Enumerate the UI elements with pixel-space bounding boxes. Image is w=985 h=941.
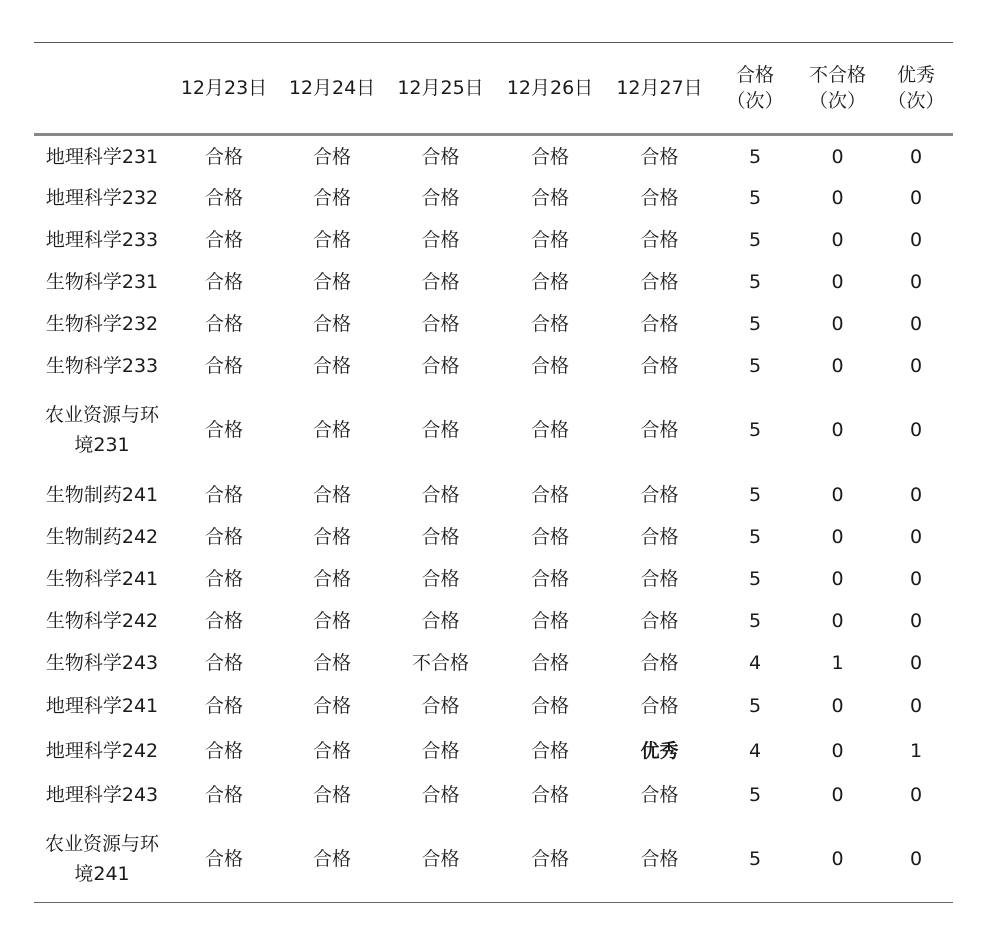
table-row bbox=[34, 729, 953, 774]
date-4-result-cell: 合格 bbox=[530, 847, 569, 870]
fail-count-cell: 0 bbox=[831, 847, 844, 870]
table-row bbox=[34, 558, 953, 600]
date-3-result-cell: 合格 bbox=[421, 609, 460, 632]
date-4-result-cell: 合格 bbox=[530, 483, 569, 506]
date-2-result-cell: 合格 bbox=[312, 270, 351, 293]
header-pass-count: 合格 （次） bbox=[726, 64, 784, 112]
excellent-count-cell: 0 bbox=[909, 483, 923, 506]
header-date-4: 12月26日 bbox=[506, 77, 594, 99]
fail-count-cell: 0 bbox=[831, 419, 844, 441]
pass-count-cell: 5 bbox=[748, 312, 762, 335]
class-name-cell: 农业资源与环境231 bbox=[44, 404, 159, 456]
pass-count-cell: 5 bbox=[748, 609, 762, 632]
fail-count-cell: 0 bbox=[831, 354, 844, 377]
header-date-1: 12月23日 bbox=[180, 77, 268, 99]
date-2-result-cell: 合格 bbox=[312, 228, 351, 251]
pass-count-cell: 5 bbox=[748, 186, 762, 209]
pass-count-cell: 5 bbox=[748, 354, 762, 377]
date-4-result-cell: 合格 bbox=[530, 525, 569, 548]
date-3-result-cell: 合格 bbox=[421, 567, 460, 590]
table-row bbox=[34, 516, 953, 558]
table-body bbox=[34, 135, 953, 903]
date-5-result-cell: 优秀 bbox=[640, 740, 679, 762]
fail-count-cell: 1 bbox=[831, 651, 844, 674]
header-row bbox=[34, 43, 953, 135]
date-5-result-cell: 合格 bbox=[640, 783, 679, 806]
date-2-result-cell: 合格 bbox=[312, 483, 351, 506]
date-4-result-cell: 合格 bbox=[530, 228, 569, 251]
date-3-result-cell: 不合格 bbox=[411, 651, 469, 674]
class-name-cell: 地理科学241 bbox=[45, 695, 159, 717]
table-row bbox=[34, 600, 953, 642]
date-1-result-cell: 合格 bbox=[204, 270, 243, 293]
date-2-result-cell: 合格 bbox=[312, 847, 351, 870]
date-4-result-cell: 合格 bbox=[530, 783, 569, 806]
fail-count-cell: 0 bbox=[831, 525, 844, 548]
table-row bbox=[34, 387, 953, 474]
excellent-count-cell: 0 bbox=[909, 186, 923, 209]
date-4-result-cell: 合格 bbox=[530, 312, 569, 335]
fail-count-cell: 0 bbox=[831, 228, 844, 251]
date-3-result-cell: 合格 bbox=[421, 783, 460, 806]
excellent-count-cell: 0 bbox=[909, 609, 923, 632]
date-1-result-cell: 合格 bbox=[204, 483, 243, 506]
date-2-result-cell: 合格 bbox=[312, 609, 351, 632]
fail-count-cell: 0 bbox=[831, 567, 844, 590]
fail-count-cell: 0 bbox=[831, 740, 844, 762]
date-4-result-cell: 合格 bbox=[530, 567, 569, 590]
table-row bbox=[34, 135, 953, 177]
class-name-cell: 生物科学232 bbox=[45, 312, 159, 335]
date-5-result-cell: 合格 bbox=[640, 146, 679, 169]
date-3-result-cell: 合格 bbox=[421, 525, 460, 548]
date-3-result-cell: 合格 bbox=[421, 354, 460, 377]
date-4-result-cell: 合格 bbox=[530, 695, 569, 717]
date-1-result-cell: 合格 bbox=[204, 609, 243, 632]
fail-count-cell: 0 bbox=[831, 695, 844, 717]
table-row bbox=[34, 345, 953, 387]
fail-count-cell: 0 bbox=[831, 483, 844, 506]
pass-count-cell: 5 bbox=[748, 847, 762, 870]
excellent-count-cell: 1 bbox=[909, 740, 923, 762]
date-4-result-cell: 合格 bbox=[530, 354, 569, 377]
excellent-count-cell: 0 bbox=[909, 847, 923, 870]
excellent-count-cell: 0 bbox=[909, 354, 923, 377]
table-row bbox=[34, 684, 953, 729]
date-1-result-cell: 合格 bbox=[204, 525, 243, 548]
date-5-result-cell: 合格 bbox=[640, 567, 679, 590]
excellent-count-cell: 0 bbox=[909, 567, 923, 590]
date-1-result-cell: 合格 bbox=[204, 312, 243, 335]
class-name-cell: 生物科学233 bbox=[45, 354, 159, 377]
pass-count-cell: 5 bbox=[748, 228, 762, 251]
date-2-result-cell: 合格 bbox=[312, 312, 351, 335]
date-4-result-cell: 合格 bbox=[530, 609, 569, 632]
class-name-cell: 农业资源与环境241 bbox=[44, 832, 159, 885]
class-name-cell: 地理科学242 bbox=[45, 740, 159, 762]
fail-count-cell: 0 bbox=[831, 146, 844, 169]
fail-count-cell: 0 bbox=[831, 186, 844, 209]
pass-count-cell: 5 bbox=[748, 525, 762, 548]
header-class bbox=[34, 43, 170, 135]
inspection-table-container bbox=[34, 42, 953, 903]
pass-count-cell: 4 bbox=[748, 651, 762, 674]
pass-count-cell: 5 bbox=[748, 419, 762, 441]
date-1-result-cell: 合格 bbox=[204, 146, 243, 169]
table-row bbox=[34, 261, 953, 303]
date-1-result-cell: 合格 bbox=[204, 354, 243, 377]
date-3-result-cell: 合格 bbox=[421, 270, 460, 293]
table-row bbox=[34, 642, 953, 684]
date-3-result-cell: 合格 bbox=[421, 740, 460, 762]
pass-count-cell: 5 bbox=[748, 270, 762, 293]
date-1-result-cell: 合格 bbox=[204, 228, 243, 251]
class-name-cell: 地理科学231 bbox=[45, 146, 159, 169]
header-date-3: 12月25日 bbox=[397, 77, 484, 99]
class-name-cell: 生物制药242 bbox=[45, 525, 159, 548]
pass-count-cell: 5 bbox=[748, 567, 762, 590]
date-5-result-cell: 合格 bbox=[640, 270, 679, 293]
excellent-count-cell: 0 bbox=[909, 651, 923, 674]
excellent-count-cell: 0 bbox=[909, 312, 923, 335]
pass-count-cell: 4 bbox=[748, 740, 762, 762]
date-5-result-cell: 合格 bbox=[640, 312, 679, 335]
date-3-result-cell: 合格 bbox=[421, 228, 460, 251]
date-2-result-cell: 合格 bbox=[312, 354, 351, 377]
header-excellent-count: 优秀 （次） bbox=[887, 64, 945, 112]
fail-count-cell: 0 bbox=[831, 609, 844, 632]
table-row bbox=[34, 303, 953, 345]
class-name-cell: 生物制药241 bbox=[45, 483, 159, 506]
pass-count-cell: 5 bbox=[748, 695, 762, 717]
excellent-count-cell: 0 bbox=[909, 695, 923, 717]
class-name-cell: 生物科学242 bbox=[45, 609, 159, 632]
date-5-result-cell: 合格 bbox=[640, 419, 679, 441]
date-2-result-cell: 合格 bbox=[312, 146, 351, 169]
date-5-result-cell: 合格 bbox=[640, 609, 679, 632]
table-row bbox=[34, 816, 953, 903]
pass-count-cell: 5 bbox=[748, 483, 762, 506]
table-row bbox=[34, 774, 953, 816]
excellent-count-cell: 0 bbox=[909, 146, 923, 169]
date-2-result-cell: 合格 bbox=[312, 695, 351, 717]
date-4-result-cell: 合格 bbox=[530, 186, 569, 209]
date-2-result-cell: 合格 bbox=[312, 740, 351, 762]
date-3-result-cell: 合格 bbox=[421, 186, 460, 209]
date-2-result-cell: 合格 bbox=[312, 419, 351, 441]
class-name-cell: 生物科学243 bbox=[45, 651, 159, 674]
excellent-count-cell: 0 bbox=[909, 270, 923, 293]
date-1-result-cell: 合格 bbox=[204, 695, 243, 717]
date-5-result-cell: 合格 bbox=[640, 695, 679, 717]
excellent-count-cell: 0 bbox=[909, 419, 923, 441]
date-4-result-cell: 合格 bbox=[530, 270, 569, 293]
date-1-result-cell: 合格 bbox=[204, 567, 243, 590]
date-5-result-cell: 合格 bbox=[640, 525, 679, 548]
pass-count-cell: 5 bbox=[748, 146, 762, 169]
date-4-result-cell: 合格 bbox=[530, 740, 569, 762]
date-3-result-cell: 合格 bbox=[421, 312, 460, 335]
date-1-result-cell: 合格 bbox=[204, 847, 243, 870]
date-1-result-cell: 合格 bbox=[204, 651, 243, 674]
date-5-result-cell: 合格 bbox=[640, 186, 679, 209]
date-1-result-cell: 合格 bbox=[204, 783, 243, 806]
excellent-count-cell: 0 bbox=[909, 525, 923, 548]
fail-count-cell: 0 bbox=[831, 270, 844, 293]
header-date-5: 12月27日 bbox=[616, 77, 703, 99]
class-name-cell: 生物科学241 bbox=[45, 567, 159, 590]
table-row bbox=[34, 474, 953, 516]
inspection-results-table bbox=[34, 42, 953, 903]
date-2-result-cell: 合格 bbox=[312, 525, 351, 548]
class-name-cell: 生物科学231 bbox=[45, 270, 159, 293]
date-3-result-cell: 合格 bbox=[421, 146, 460, 169]
header-date-2: 12月24日 bbox=[288, 77, 376, 99]
table-row bbox=[34, 177, 953, 219]
class-name-cell: 地理科学243 bbox=[45, 783, 159, 806]
date-2-result-cell: 合格 bbox=[312, 567, 351, 590]
date-5-result-cell: 合格 bbox=[640, 651, 679, 674]
date-3-result-cell: 合格 bbox=[421, 847, 460, 870]
fail-count-cell: 0 bbox=[831, 312, 844, 335]
excellent-count-cell: 0 bbox=[909, 783, 923, 806]
date-3-result-cell: 合格 bbox=[421, 695, 460, 717]
date-4-result-cell: 合格 bbox=[530, 146, 569, 169]
date-5-result-cell: 合格 bbox=[640, 483, 679, 506]
fail-count-cell: 0 bbox=[831, 783, 844, 806]
date-5-result-cell: 合格 bbox=[640, 847, 679, 870]
class-name-cell: 地理科学233 bbox=[45, 228, 159, 251]
date-1-result-cell: 合格 bbox=[204, 186, 243, 209]
date-2-result-cell: 合格 bbox=[312, 783, 351, 806]
date-3-result-cell: 合格 bbox=[421, 419, 460, 441]
date-2-result-cell: 合格 bbox=[312, 651, 351, 674]
date-5-result-cell: 合格 bbox=[640, 354, 679, 377]
table-row bbox=[34, 219, 953, 261]
date-4-result-cell: 合格 bbox=[530, 419, 569, 441]
date-2-result-cell: 合格 bbox=[312, 186, 351, 209]
date-3-result-cell: 合格 bbox=[421, 483, 460, 506]
class-name-cell: 地理科学232 bbox=[45, 186, 159, 209]
date-1-result-cell: 合格 bbox=[204, 419, 243, 441]
pass-count-cell: 5 bbox=[748, 783, 762, 806]
excellent-count-cell: 0 bbox=[909, 228, 923, 251]
date-4-result-cell: 合格 bbox=[530, 651, 569, 674]
header-fail-count: 不合格 （次） bbox=[808, 64, 866, 112]
date-1-result-cell: 合格 bbox=[204, 740, 243, 762]
date-5-result-cell: 合格 bbox=[640, 228, 679, 251]
